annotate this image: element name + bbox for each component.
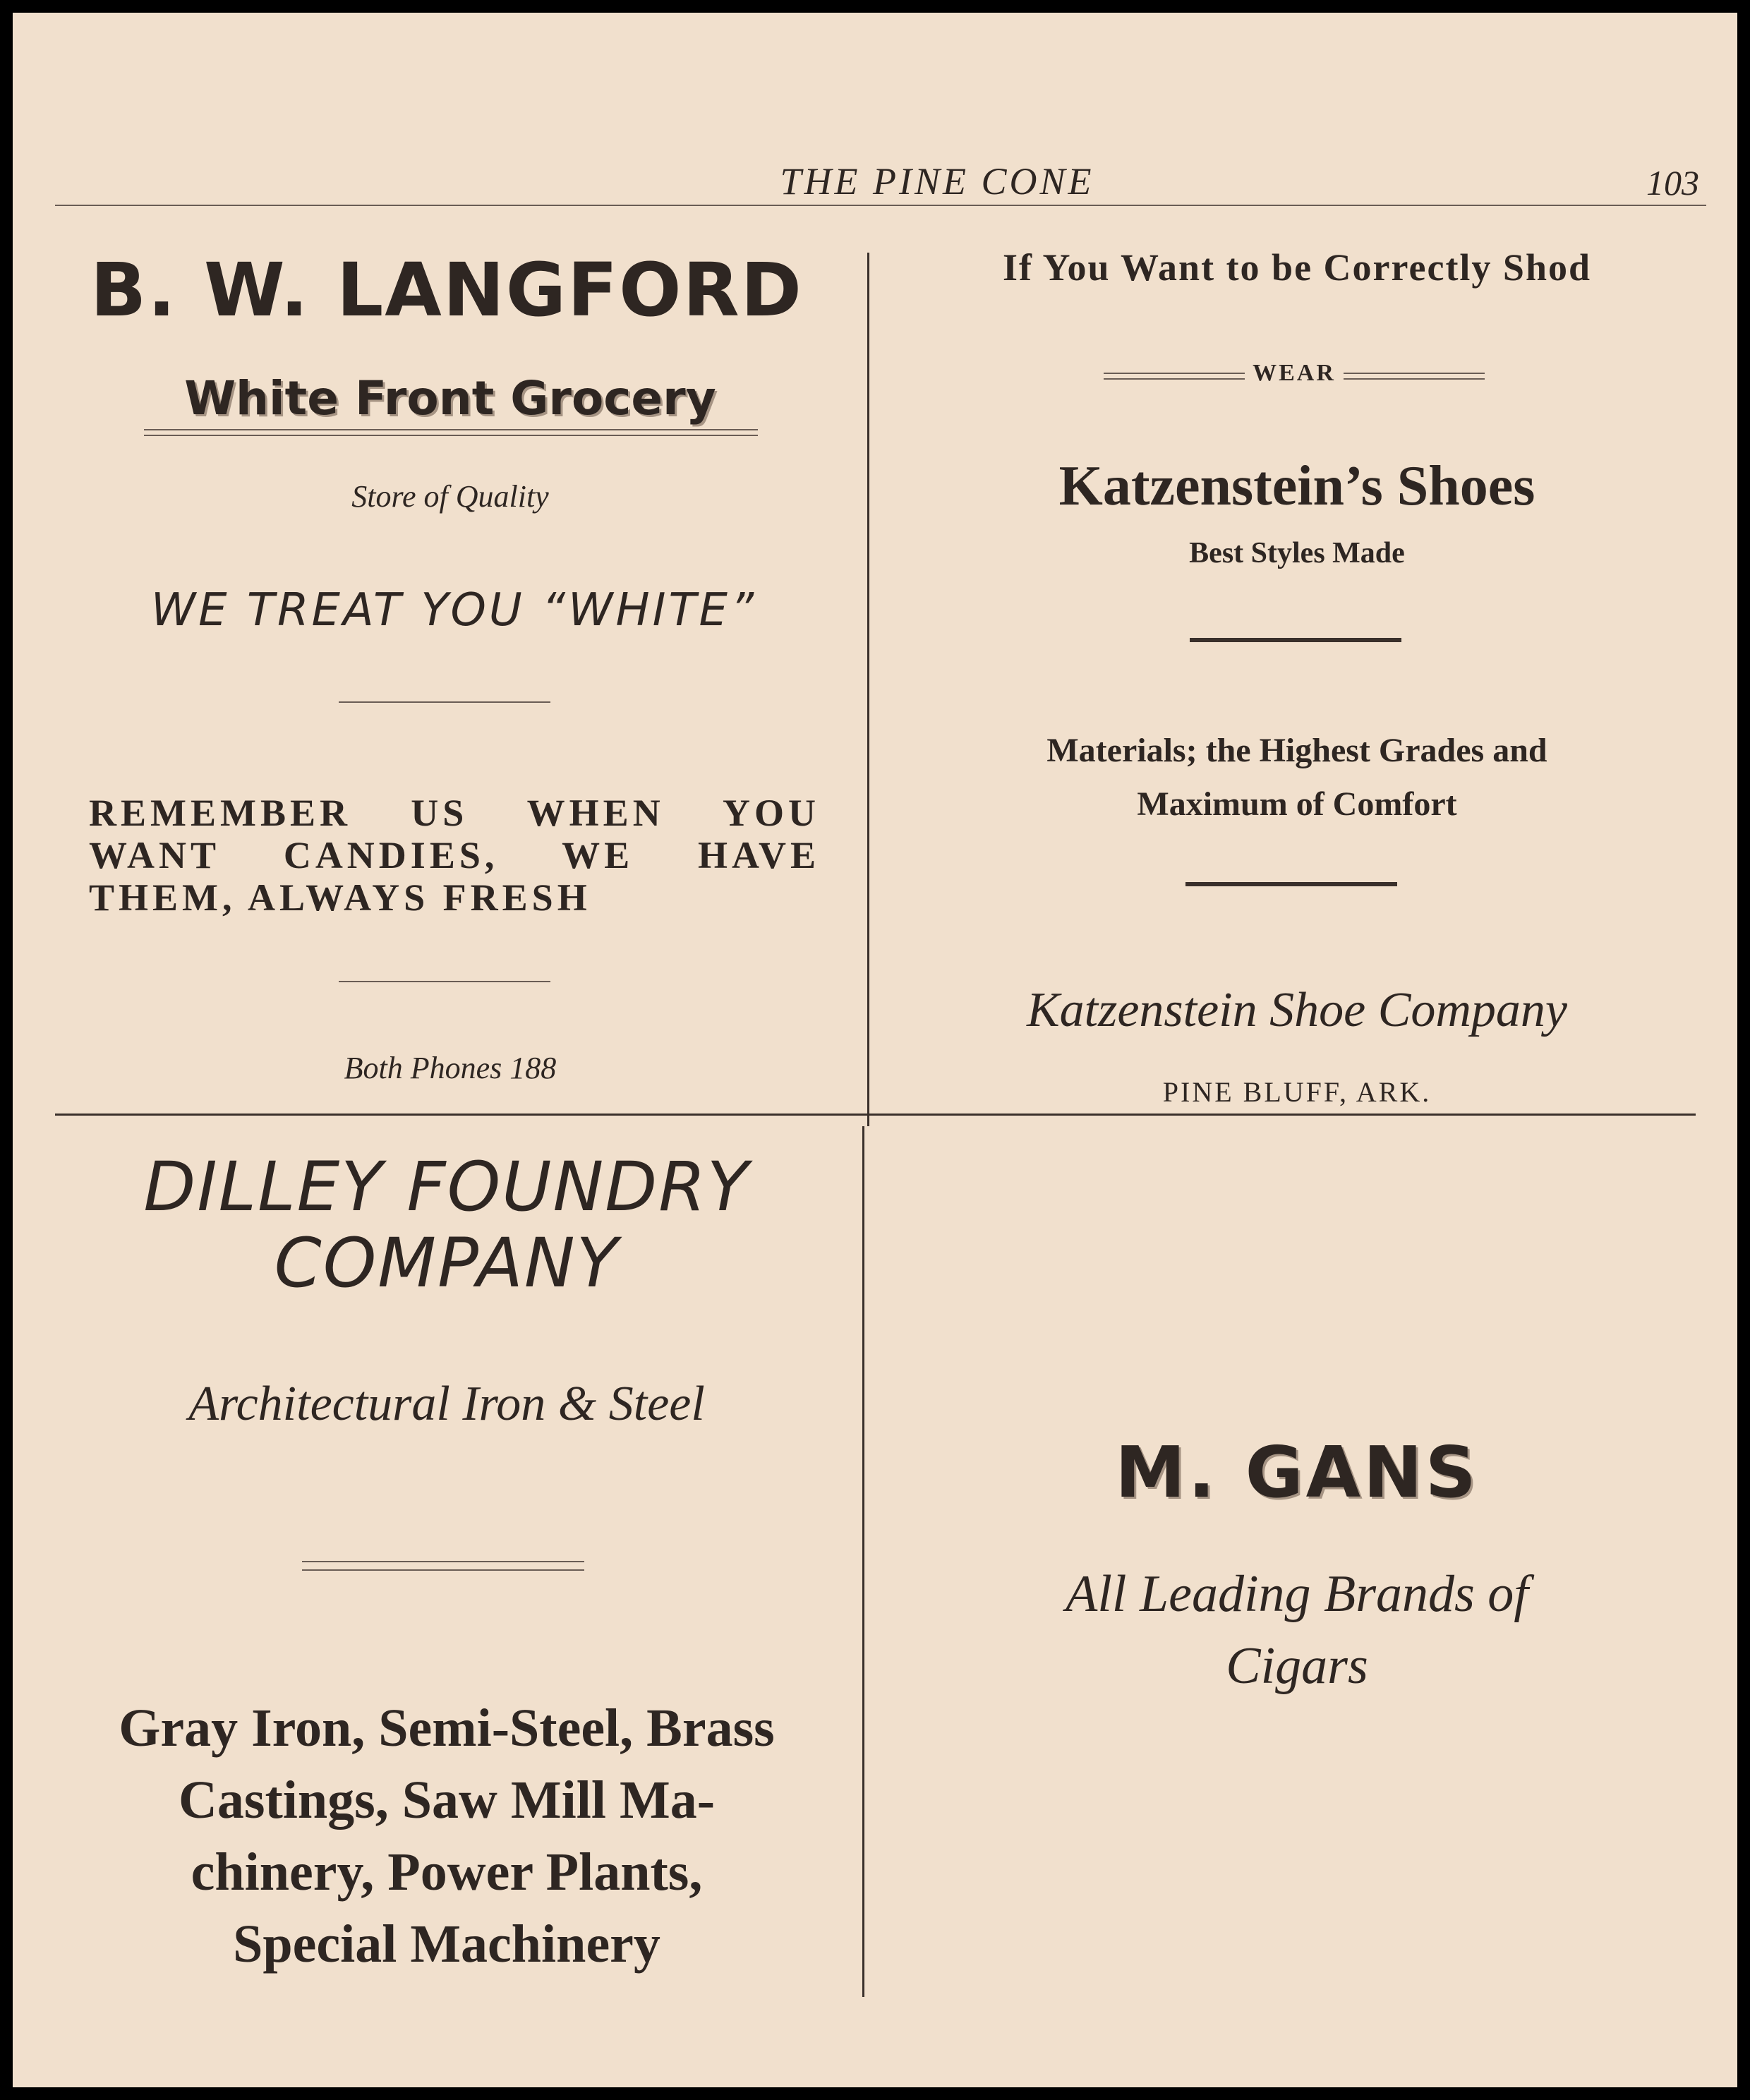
katzenstein-intro: If You Want to be Correctly Shod — [1002, 246, 1592, 289]
running-header-title: THE PINE CONE — [780, 160, 1094, 203]
dilley-name-line: COMPANY — [274, 1224, 620, 1303]
katzenstein-materials-line: Materials; the Highest Grades and — [1046, 732, 1547, 769]
gans-tagline-line: All Leading Brands of — [1066, 1565, 1528, 1623]
langford-rule-2 — [339, 981, 550, 982]
langford-slogan: WE TREAT YOU “WHITE” — [150, 584, 757, 636]
katzenstein-materials — [888, 724, 1706, 831]
langford-phones: Both Phones 188 — [344, 1051, 557, 1085]
gans-tagline-line: Cigars — [1226, 1637, 1368, 1695]
katzenstein-styles: Best Styles Made — [1189, 537, 1405, 569]
langford-candies-line: WANT CANDIES, WE HAVE — [89, 834, 820, 876]
wear-rule-right — [1344, 373, 1485, 380]
langford-candies-line: REMEMBER US WHEN YOU — [89, 792, 820, 834]
dilley-name-line: DILLEY FOUNDRY — [143, 1147, 750, 1226]
langford-candies-line: THEM, ALWAYS FRESH — [89, 876, 591, 919]
katzenstein-materials-line: Maximum of Comfort — [1137, 785, 1457, 823]
dilley-products-line: Gray Iron, Semi-Steel, Brass — [119, 1698, 775, 1758]
katzenstein-company: Katzenstein Shoe Company — [1026, 983, 1568, 1037]
langford-store-underline — [144, 429, 758, 436]
page-number: 103 — [1646, 163, 1699, 203]
dilley-specialty: Architectural Iron & Steel — [188, 1377, 705, 1431]
gans-tagline — [888, 1558, 1706, 1702]
katzenstein-brand: Katzenstein’s Shoes — [1058, 455, 1535, 517]
dilley-products-line: Special Machinery — [233, 1914, 660, 1974]
langford-candies-text — [89, 792, 820, 919]
gans-name: M. GANS — [1115, 1431, 1479, 1514]
katzenstein-location: PINE BLUFF, ARK. — [1162, 1076, 1432, 1108]
vertical-divider-top — [867, 253, 869, 1126]
katzenstein-wear: WEAR — [1253, 360, 1336, 386]
dilley-products-line: chinery, Power Plants, — [191, 1842, 703, 1902]
dilley-name — [41, 1149, 852, 1301]
langford-tagline: Store of Quality — [351, 479, 549, 514]
langford-rule-1 — [339, 701, 550, 703]
dilley-double-rule — [302, 1561, 584, 1571]
header-rule — [55, 205, 1706, 206]
katzenstein-rule-1 — [1190, 638, 1401, 642]
vertical-divider-bottom — [862, 1126, 864, 1997]
langford-name: B. W. LANGFORD — [90, 247, 803, 333]
wear-rule-left — [1104, 373, 1245, 380]
horizontal-divider — [55, 1114, 1696, 1116]
dilley-products-line: Castings, Saw Mill Ma- — [179, 1770, 715, 1830]
langford-store-name: White Front Grocery — [184, 371, 716, 426]
katzenstein-rule-2 — [1185, 882, 1397, 886]
page — [13, 13, 1737, 2087]
dilley-products — [48, 1692, 845, 1980]
